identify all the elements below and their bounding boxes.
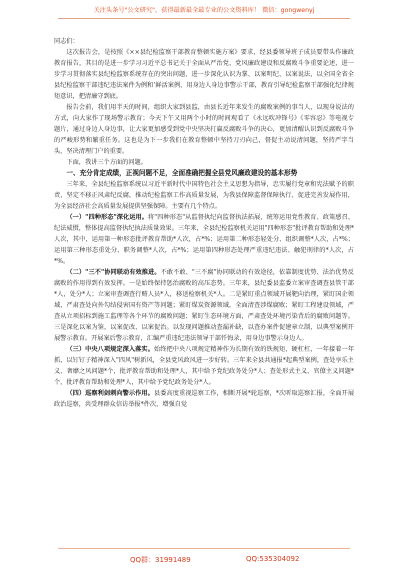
subsection-2-title: （二）"三不"协同联动有效推进。 bbox=[66, 269, 161, 276]
subsection-2-body: 不敢不敢、"三不腐"协同联动的有效途径，依靠制度优势、法治优势反腐败的作用得到有效发挥。一是始终保持惩治腐败的高压态势。三年来，县纪委县监委立案审查调查县管干部*人，处分*人；立案审查调查行贿人员*人，移送检察机关*人。二是紧盯重点领域开展靶向治理，紧盯国企领域，严肃查处向外勾结侵害国有资产等问题；紧盯煤炭资源领域，全面清查涉煤腐败；紧盯工程建设领域，严查从立项招标到施工监理等各个环节的腐败问题；紧盯生态环境方面，严肃查处环境污染背后的腐败问题等。三是深化以案为鉴，以案促改、以案促治。以发现问题推动查漏补缺，以查办案件促建章立制，以典型案例开展警示教育。开展案后警示教育，汇编严重违纪违法领导干部忏悔录，用身边事警示身边人。 bbox=[54, 269, 354, 342]
subsection-1 bbox=[54, 212, 354, 267]
footer-qq-contact: QQ:535304092 bbox=[246, 555, 300, 563]
paragraph-4: 三年来，全县纪检监察系统以习近平新时代中国特色社会主义思想为指导，忠实履行党章和宪法赋予的职责，坚定不移正风肃纪反腐，推动纪检监察工作高质量发展，为我县保障监督保障执行、促进完善发展作用，为全县经济社会高质量发展提供坚强保障。主要有几个特点。 bbox=[54, 181, 354, 210]
subsection-4-title: （四）巡察利剑刺向警示作用。 bbox=[66, 390, 154, 397]
subsection-3 bbox=[54, 344, 354, 388]
subsection-4-body: 县委高度重视巡察工作，相断开展*轮巡察，*次听取巡察汇报，全面开展政治巡察，共受理群众信访举报*件次，增强自觉 bbox=[54, 390, 355, 408]
subsection-1-title: （一）"四种形态"深化运用。 bbox=[66, 214, 149, 221]
greeting: 同志们： bbox=[54, 38, 79, 45]
subsection-2 bbox=[54, 267, 354, 344]
document-body bbox=[54, 36, 354, 410]
footer bbox=[0, 552, 408, 568]
footer-divider bbox=[58, 548, 350, 549]
section-heading-1: 一、充分肯定成绩，正视问题不足，全面准确把握全县党风廉政建设的基本形势 bbox=[66, 169, 298, 177]
paragraph-2: 报告会前，我们用半天的时间，组织大家到县监，由县长近年来发生的腐败案例的事当人，以现身说法的方式，向大家作了现场警示教育；今天下午又用两个小时的时间观看了《永远吹冲锋号》《零容忍》等电视专题片，通过身边人身边事，让大家更加感受到党中央坚决打赢反腐败斗争的决心，更加清醒认识到反腐败斗争的严峻形势和繁重任务。这也是为下一步我们在教育整顿中坚持刀刃向己，督促主动说清问题，坚持严字当头，坚决清理门户的重要。 bbox=[54, 104, 354, 155]
paragraph-1: 这次报告会，是按照《××县纪检监察干部教育整顿实施方案》要求，经县委领导班子成员要带头作廉政教育报告，其目的是进一步学习习近平总书记关于全面从严治党、党风廉政建设和反腐败斗争重要论述，进一步学习贯彻落实县纪检监察系统存在的突出问题，进一步深化认识为掌、以案明纪、以案说法，以全国全省全县纪检监察干部违纪违法案件为例和‘鲜活案例，用身边人身边事警示干部，教育引导纪检监察干部强化纪律规矩意识，把清廉守到底。 bbox=[54, 49, 354, 100]
subsection-4 bbox=[54, 388, 354, 410]
subsection-1-body: 将"四种形态"从监督执纪向监督执法拓展，统筹运用党性教育、政策感召、纪法威慑，整体提高监督执纪执法质量效果。三年来，全县纪检监察机关运用"四种形态"批评教育帮助和处理*人次，其中，运用第一种形态批评教育帮助*人次，占*%；运用第二种形态轻处分、组织调整*人次，占*%；运用第三种形态重处分、职务调整*人次，占*%；运用第四种形态处理严重违纪违法、触犯刑律的*人次，占*%。 bbox=[54, 214, 354, 265]
paragraph-3: 下面，我讲三个方面的问题。 bbox=[66, 159, 147, 166]
subsection-3-body: 始终把中央八项规定精神作为长期有效的铁规矩、硬杠杠，一年接着一年抓，以钉钉子精神深入"四风"树新风，全县党风政风进一步好转。三年来全县共通报*起典型案例，查处享乐主义、奢靡之风问题*个，批评教育帮助和处理*人，其中给予党纪政务处分*人；查处形式主义、官僚主义问题*个，批评教育帮助和处理*人，其中给予党纪政务处分*人。 bbox=[54, 346, 355, 386]
header-banner: 关注头条号"公文研究"，获得最新最全最专业的公文资料库！ 微信：gongwenyj bbox=[93, 7, 315, 14]
subsection-3-title: （三）中央八项规定深入落实。 bbox=[66, 346, 154, 353]
header-divider bbox=[58, 18, 350, 19]
footer-qq-group: QQ群：31991489 bbox=[130, 556, 191, 564]
